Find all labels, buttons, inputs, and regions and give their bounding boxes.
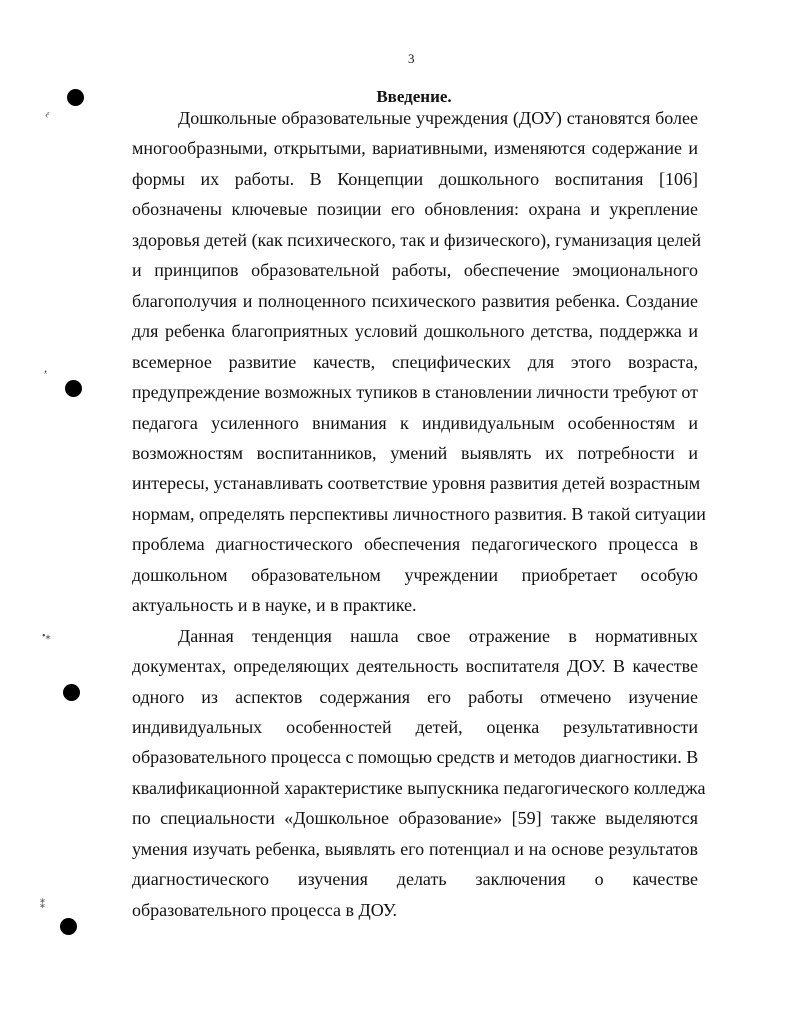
text-line: умения изучать ребенка, выявлять его потенциал и на основе результатов xyxy=(132,838,698,859)
text-line: квалификационной характеристике выпускника педагогического колледжа xyxy=(132,777,706,798)
text-line: интересы, устанавливать соответствие уровня развития детей возрастным xyxy=(132,473,701,494)
text-line: возможностям воспитанников, умений выявлять их потребности и xyxy=(132,442,698,463)
text-line: проблема диагностического обеспечения педагогического процесса в xyxy=(132,534,698,555)
text-line: педагога усиленного внимания к индивидуальным особенностям и xyxy=(132,412,698,433)
text-line: диагностического изучения делать заключения о качестве xyxy=(132,869,698,890)
text-line: документах, определяющих деятельность воспитателя ДОУ. В качестве xyxy=(132,656,698,677)
text-line: дошкольном образовательном учреждении приобретает особую xyxy=(132,564,698,585)
scan-speck: •⁎ xyxy=(42,631,51,642)
text-line: Дошкольные образовательные учреждения (ДОУ) становятся более xyxy=(178,108,698,128)
text-line: многообразными, открытыми, вариативными, изменяются содержание и xyxy=(132,138,698,159)
text-line: и принципов образовательной работы, обеспечение эмоционального xyxy=(132,260,698,281)
text-line: формы их работы. В Концепции дошкольного воспитания [106] xyxy=(132,168,698,189)
text-line: благополучия и полноценного психического развития ребенка. Создание xyxy=(132,290,698,311)
text-line: здоровья детей (как психического, так и физического), гуманизация целей xyxy=(132,229,702,250)
text-line: образовательного процесса с помощью средств и методов диагностики. В xyxy=(132,747,699,768)
text-line: для ребенка благоприятных условий дошкольного детства, поддержка и xyxy=(132,321,698,342)
page-number: 3 xyxy=(408,51,415,66)
text-line: индивидуальных особенностей детей, оценка результативности xyxy=(132,717,698,737)
text-line: Данная тенденция нашла свое отражение в нормативных xyxy=(178,625,698,646)
scan-speck: ‹ͬ xyxy=(45,110,49,121)
text-line: нормам, определять перспективы личностного развития. В такой ситуации xyxy=(132,503,706,524)
text-line: актуальность и в науке, и в практике. xyxy=(132,595,417,616)
punch-hole xyxy=(63,684,80,701)
text-line: по специальности «Дошкольное образование» [59] также выделяются xyxy=(132,808,698,829)
punch-hole xyxy=(60,918,77,935)
text-line: обозначены ключевые позиции его обновления: охрана и укрепление xyxy=(132,199,698,220)
scan-speck: ᵜ xyxy=(44,368,48,379)
section-title: Введение. xyxy=(376,87,452,106)
text-line: предупреждение возможных тупиков в становлении личности требуют от xyxy=(132,382,698,403)
text-line: всемерное развитие качеств, специфических для этого возраста, xyxy=(132,351,698,372)
text-line: одного из аспектов содержания его работы отмечено изучение xyxy=(132,686,698,707)
punch-hole xyxy=(65,380,82,397)
scan-speck: ⁑ xyxy=(40,900,45,911)
text-line: образовательного процесса в ДОУ. xyxy=(132,899,398,920)
punch-hole xyxy=(67,89,84,106)
